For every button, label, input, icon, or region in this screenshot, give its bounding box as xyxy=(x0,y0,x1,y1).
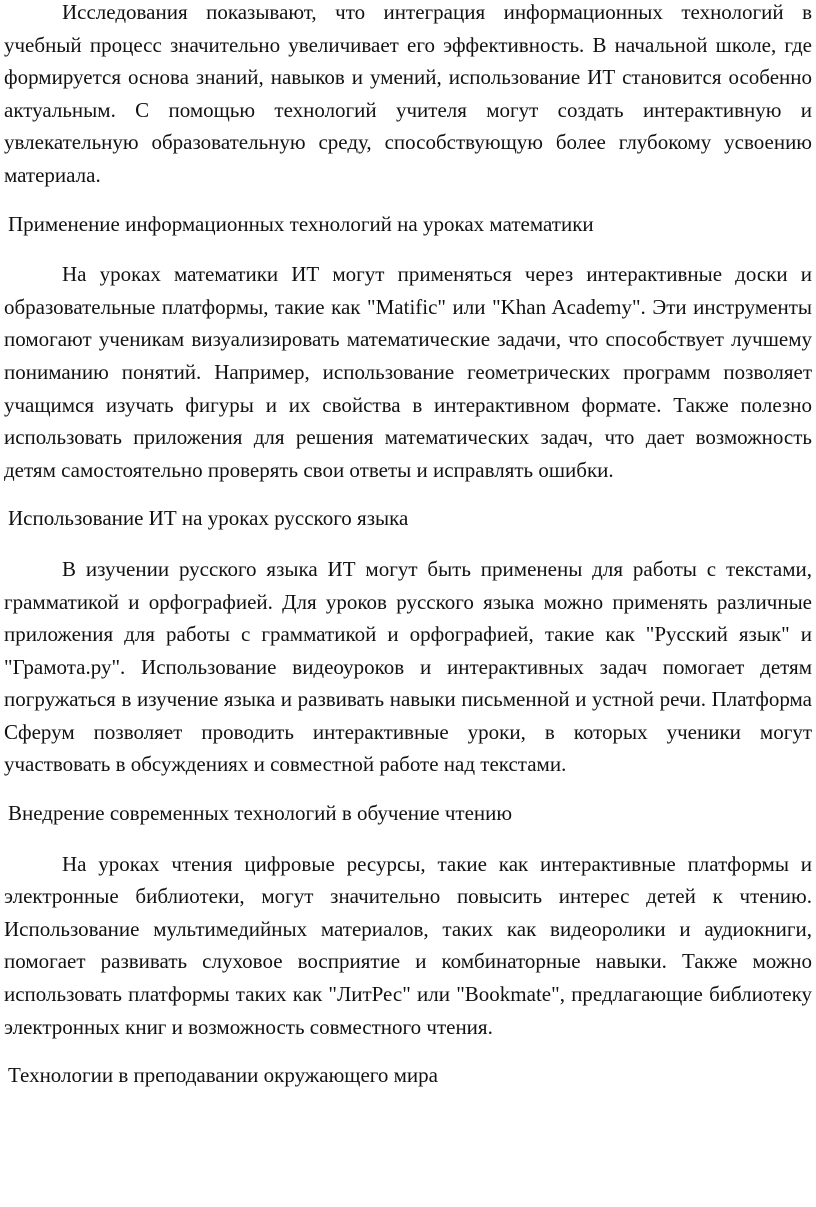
section-heading-russian: Использование ИТ на уроках русского языка xyxy=(8,506,409,531)
section-heading-math: Применение информационных технологий на уроках математики xyxy=(8,211,594,236)
section-heading-reading: Внедрение современных технологий в обучение чтению xyxy=(8,801,513,826)
reading-paragraph: На уроках чтения цифровые ресурсы, такие как интерактивные платформы и электронные библиотеки, могут значительно повысить интерес детей к чтению. Использование мультимедийных материалов, таких как видеоролики и аудиокниги, помогает развивать слуховое восприятие и комбинаторные навыки. Также можно использовать платформы таких как "ЛитРес" или "Bookmate", предлагающие библиотеку электронных книг и возможность совместного чтения. xyxy=(4,851,812,1039)
math-paragraph: На уроках математики ИТ могут применяться через интерактивные доски и образовательные платформы, такие как "Matific" или "Khan Academy". Эти инструменты помогают ученикам визуализировать математические задачи, что способствует лучшему пониманию понятий. Например, использование геометрических программ позволяет учащимся изучать фигуры и их свойства в интерактивном формате. Также полезно использовать приложения для решения математических задач, что дает возможность детям самостоятельно проверять свои ответы и исправлять ошибки. xyxy=(4,262,812,482)
russian-paragraph: В изучении русского языка ИТ могут быть применены для работы с текстами, грамматикой и орфографией. Для уроков русского языка можно применять различные приложения для работы с грамматикой и орфографией, такие как "Русский язык" и "Грамота.ру". Использование видеоуроков и интерактивных задач помогает детям погружаться в изучение языка и развивать навыки письменной и устной речи. Платформа Сферум позволяет проводить интерактивные уроки, в которых ученики могут участвовать в обсуждениях и совместной работе над текстами. xyxy=(4,556,812,777)
section-heading-world: Технологии в преподавании окружающего мира xyxy=(8,1063,438,1088)
intro-paragraph: Исследования показывают, что интеграция информационных технологий в учебный процесс значительно увеличивает его эффективность. В начальной школе, где формируется основа знаний, навыков и умений, использование ИТ становится особенно актуальным. С помощью технологий учителя могут создать интерактивную и увлекательную образовательную среду, способствующую более глубокому усвоению материала. xyxy=(4,0,812,187)
